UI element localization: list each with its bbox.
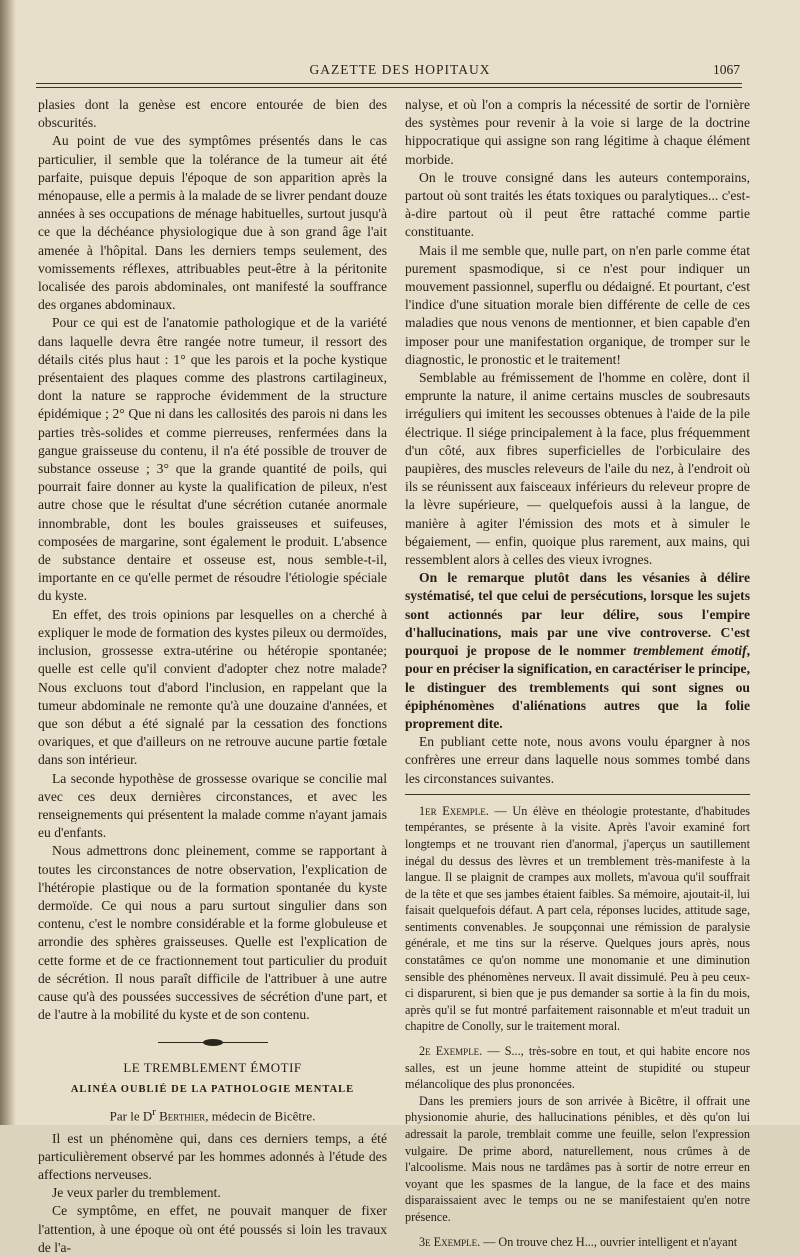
bold-paragraph bbox=[405, 569, 750, 733]
example-text: — S..., très-sobre en tout, et qui habite encore nos salles, est un jeune homme atteint de stupidité ou stupeur mélancolique des plus prononcées. bbox=[405, 1044, 750, 1092]
section-ornament bbox=[38, 1034, 387, 1052]
right-column bbox=[405, 96, 750, 1250]
article-byline bbox=[38, 1103, 387, 1126]
example-label: 1er Exemple. bbox=[419, 803, 489, 818]
paragraph: Mais il me semble que, nulle part, on n'en parle comme état purement spasmodique, si ce n'est pour indiquer un mouvement passionnel, superflu ou dédaigné. Et pourtant, c'est l'indice d'une situation morale bien différente de celle de ces maladies que nous venons de mentionner, et bien capable d'en imposer pour une manifestation organique, de tromper sur le diagnostic, le pronostic et le traitement! bbox=[405, 242, 750, 367]
left-column bbox=[38, 96, 387, 1257]
paragraph: En effet, des trois opinions par lesquelles on a cherché à expliquer le mode de formation des kystes pileux ou dermoïdes, inclusion, grossesse extra-utérine ou hétéropie spontanée; quelle est celle qu'il convient d'adopter chez notre malade? Nous excluons tout d'abord l'inclusion, en rappelant que la tumeur abdominale ne remonte qu'à une douzaine d'années, et que son début a été signalé par la cessation des fonctions ovariques, et que d'ailleurs on ne retrouve aucune partie fœtale dans son intérieur. bbox=[38, 606, 387, 768]
bold-paragraph-term: tremblement émotif bbox=[633, 643, 747, 659]
header-rule-thin bbox=[36, 87, 742, 88]
page-spine-shadow bbox=[0, 0, 16, 1125]
byline-prefix: Par le D bbox=[109, 1108, 153, 1124]
section-divider bbox=[405, 794, 750, 795]
example-text: — Un élève en théologie protestante, d'habitudes tempérantes, se présente à la visite. Après l'avoir examiné fort longtemps et ne trouvant rien d'anormal, j'aperçus un sautillement inégal du dessus des lèvres et un tremblement très-manifeste à la langue. Il se plaignit de crampes aux mollets, m'avoua qu'il souffrait de la tête et que ses jambes étaient faibles. Sa mémoire, ajoutait-il, lui faisait quelquefois défaut. A part cela, réponses lucides, attitude sage, sentiments convenables. Je soupçonnai une rémission de paralysie générale, et me tins sur la réserve. Quelques jours après, nous constatâmes ce qu'on nomme une monomanie et une diminution sensible des phénomènes nerveux. Il avait dissimulé. Peu à peu ceux-ci disparurent, si bien que je pus demander sa sortie à la fin du mois, après qu'il se fut montré parfaitement raisonnable et m'eut traduit un chapitre de Conolly, sur le traitement moral. bbox=[405, 803, 750, 1034]
paragraph: nalyse, et où l'on a compris la nécessité de sortir de l'ornière des systèmes pour revenir à la voie si large de la doctrine hippocratique qui assigne son rang légitime à chaque élément morbide. bbox=[405, 97, 750, 167]
bold-paragraph-lead: On le remarque plutôt dans les vésanies à délire systématisé, tel que celui de persécutions, lorsque les sujets sont actionnés par leur délire, sous l'empire d'hallucinations, mais par une vive controverse. C'est pourquoi je propose de le nommer bbox=[405, 570, 750, 659]
journal-title: GAZETTE DES HOPITAUX bbox=[309, 62, 491, 77]
paragraph: Semblable au frémissement de l'homme en colère, dont il emprunte la nature, il anime certains muscles de soubresauts irréguliers qui imitent les secousses obtenues à l'aide de la pile électrique. Il siége principalement à la face, plus fréquemment d'un côté, aux fibres superficielles de l'orbiculaire des paupières, des muscles releveurs de l'aile du nez, à l'endroit où ils se réunissent aux faisceaux inférieurs du releveur propre de la lèvre supérieure, — quelquefois aussi à la langue, de manière à agiter l'émission des mots et à simuler le bégaiement, — enfin, quoique plus rarement, aux mains, qui ressemblent alors à celles des vieux ivrognes. bbox=[405, 370, 750, 568]
paragraph: La seconde hypothèse de grossesse ovarique se concilie mal avec ces deux dernières circonstances, et avec les renseignements qui présentent la malade comme n'ayant jamais eu d'enfants. bbox=[38, 770, 387, 841]
example-paragraph bbox=[405, 1093, 750, 1226]
article-subtitle: ALINÉA OUBLIÉ DE LA PATHOLOGIE MENTALE bbox=[70, 1083, 355, 1095]
ornament-rule-icon bbox=[158, 1039, 268, 1047]
paragraph: On le trouve consigné dans les auteurs contemporains, partout où sont traités les états toxiques ou paralytiques... c'est-à-dire partout où il peut être rattaché comme partie constituante. bbox=[405, 169, 750, 240]
paragraph: Ce symptôme, en effet, ne pouvait manquer de fixer l'attention, à une époque où ont été poussés si loin les travaux de l'a- bbox=[38, 1203, 387, 1255]
author-name: Berthier bbox=[159, 1108, 206, 1124]
running-header bbox=[0, 62, 800, 84]
example-label: 3e Exemple. bbox=[419, 1234, 481, 1249]
example-paragraph bbox=[405, 803, 750, 1035]
paragraph: Nous admettrons donc pleinement, comme se rapportant à toutes les circonstances de notre observation, l'explication de l'hétéropie plastique ou de la formation spontanée du kyste dermoïde. Ce qui nous a paru surtout singulier dans son contenu, c'est le nombre considérable et la forme globuleuse et arrondie des sphères graisseuses. Quelle est l'explication de cette forme et de ce fractionnement tout particulier du produit de sécrétion. Il nous paraît difficile de l'attribuer à une autre cause qu'à des poussées successives de sécrétion d'une part, et de l'autre à la mobilité du kyste et de son contenu. bbox=[38, 843, 387, 1023]
header-rule bbox=[36, 83, 742, 84]
paragraph: Je veux parler du tremblement. bbox=[52, 1185, 221, 1201]
examples-block bbox=[405, 803, 750, 1250]
article-title: LE TREMBLEMENT ÉMOTIF bbox=[123, 1059, 302, 1075]
paragraph: Il est un phénomène qui, dans ces derniers temps, a été particulièrement observé par les hommes adonnés à l'étude des affections nerveuses. bbox=[38, 1130, 387, 1182]
page-number: 1067 bbox=[713, 62, 740, 77]
paragraph: En publiant cette note, nous avons voulu épargner à nos confrères une erreur dans laquelle nous sommes tombé dans les circonstances suivantes. bbox=[405, 734, 750, 786]
example-paragraph bbox=[405, 1043, 750, 1093]
bold-paragraph-tail: , pour en préciser la signification, en caractériser le principe, le distinguer des tremblements qui sont signes ou épiphénomènes d'aliénations autres que la folie proprement dite. bbox=[405, 643, 750, 731]
byline-suffix: , médecin de Bicêtre. bbox=[205, 1108, 316, 1124]
example-paragraph bbox=[405, 1234, 750, 1251]
example-text: Dans les premiers jours de son arrivée à Bicêtre, il offrait une physionomie ahurie, des hallucinations pénibles, et dès qu'on lui adressait la parole, tremblait comme une feuille, selon l'expression vulgaire. De prime abord, naturellement, nous crûmes à de l'alcoolisme. Mais nous ne tardâmes pas à sortir de notre erreur en voyant que les spasmes de la langue, de la face et des mains disparaissaient avec le temps ou ne se manifestaient qu'en notre présence. bbox=[405, 1093, 750, 1224]
example-label: 2e Exemple. bbox=[419, 1044, 483, 1059]
paragraph: Au point de vue des symptômes présentés dans le cas particulier, il semble que la tolérance de la tumeur ait été parfaite, puisque depuis l'époque de son apparition après la ménopause, elle a permis à la malade de se livrer pendant douze années à ses occupations de ménage habituelles, surtout jusqu'à ce que la déchéance physiologique due à son grand âge l'ait amenée à l'hôpital. Dans les derniers temps seulement, des vomissements réflexes, attribuables peut-être à la péritonite localisée des parois abdominales, ont manifesté la souffrance des organes abdominaux. bbox=[38, 133, 387, 313]
example-text: — On trouve chez H..., ouvrier intelligent et n'ayant bbox=[480, 1234, 738, 1249]
paragraph: Pour ce qui est de l'anatomie pathologique et de la variété dans laquelle devra être rangée notre tumeur, il ressort des détails cités plus haut : 1° que les parois et la poche kystique présentaient des plaques comme des plastrons cartilagineux, dont la nature se rapproche évidemment de la structure épidémique ; 2° Que ni dans les callosités des parois ni dans les parties très-solides et comme pierreuses, renfermées dans la gangue graisseuse du contenu, il n'a été possible de trouver de substance osseuse ; 3° que la grande quantité de poils, qui pourrait faire donner au kyste la qualification de pileux, n'est autre chose que le résultat d'une sécrétion cutanée anormale innombrable, dont les boules graisseuses et suifeuses, composées de margarine, sont également le produit. L'absence de substance dentaire et osseuse est, nous semble-t-il, importante en ce qu'elle permet de résoudre l'étiologie spéciale du kyste. bbox=[38, 315, 387, 604]
paragraph: plasies dont la genèse est encore entourée de bien des obscurités. bbox=[38, 97, 387, 131]
byline-sup: r bbox=[152, 1105, 156, 1118]
